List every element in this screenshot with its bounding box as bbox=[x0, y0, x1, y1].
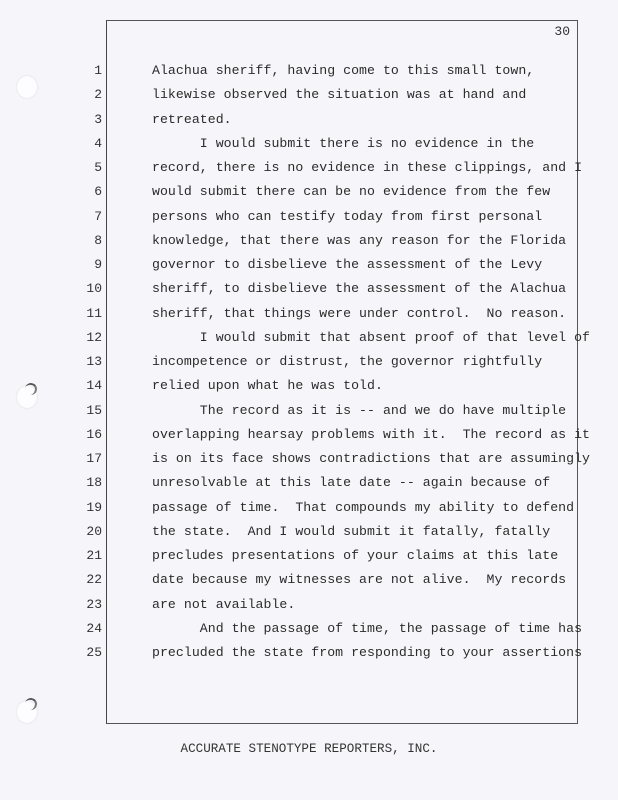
transcript-line: I would submit that absent proof of that level of bbox=[152, 329, 591, 345]
line-number: 2 bbox=[94, 87, 102, 103]
transcript-line: governor to disbelieve the assessment of the Levy bbox=[152, 257, 543, 272]
transcript-line: sheriff, to disbelieve the assessment of the Alachua bbox=[152, 281, 567, 297]
line-number: 25 bbox=[86, 645, 102, 660]
line-number: 19 bbox=[86, 499, 102, 515]
transcript-line: retreated. bbox=[152, 111, 232, 127]
line-number: 24 bbox=[86, 620, 102, 636]
line-number: 11 bbox=[86, 305, 102, 321]
transcript-line: overlapping hearsay problems with it. The record as it bbox=[152, 426, 591, 442]
transcript-line: record, there is no evidence in these clippings, and I bbox=[152, 160, 583, 175]
transcript-line: relied upon what he was told. bbox=[152, 378, 383, 394]
transcript-line: Alachua sheriff, having come to this small town, bbox=[152, 63, 535, 78]
transcript-line: precludes presentations of your claims at this late bbox=[152, 548, 559, 563]
line-number: 10 bbox=[86, 281, 102, 297]
line-number: 3 bbox=[94, 111, 102, 127]
page-number: 30 bbox=[554, 24, 570, 39]
transcript-line: are not available. bbox=[152, 596, 296, 612]
transcript-line: would submit there can be no evidence from the few bbox=[152, 184, 551, 200]
line-number: 15 bbox=[86, 402, 102, 418]
line-number: 21 bbox=[86, 548, 102, 563]
line-number: 9 bbox=[94, 257, 102, 272]
transcript-line: incompetence or distrust, the governor rightfully bbox=[152, 354, 543, 369]
transcript-line: And the passage of time, the passage of time has bbox=[152, 620, 583, 636]
line-number: 8 bbox=[94, 232, 102, 248]
transcript-line: likewise observed the situation was at hand and bbox=[152, 87, 527, 103]
transcript-line: the state. And I would submit it fatally, fatally bbox=[152, 523, 551, 539]
punch-hole-top bbox=[17, 76, 37, 98]
line-number: 14 bbox=[86, 378, 102, 394]
transcript-line: I would submit there is no evidence in the bbox=[152, 135, 535, 151]
transcript-line: The record as it is -- and we do have multiple bbox=[152, 402, 567, 418]
line-number: 6 bbox=[94, 184, 102, 200]
transcript-line: passage of time. That compounds my ability to defend bbox=[152, 499, 575, 515]
line-number: 12 bbox=[86, 329, 102, 345]
line-number: 20 bbox=[86, 523, 102, 539]
line-number: 7 bbox=[94, 208, 102, 224]
transcript-line: date because my witnesses are not alive. My records bbox=[152, 572, 567, 588]
transcript-line: persons who can testify today from first personal bbox=[152, 208, 543, 224]
line-number: 13 bbox=[86, 354, 102, 369]
line-number: 4 bbox=[94, 135, 102, 151]
transcript-line: precluded the state from responding to your assertions bbox=[152, 645, 583, 660]
line-number: 18 bbox=[86, 475, 102, 491]
line-number: 17 bbox=[86, 451, 102, 466]
reporter-footer: ACCURATE STENOTYPE REPORTERS, INC. bbox=[180, 742, 438, 756]
transcript-line: sheriff, that things were under control. No reason. bbox=[152, 305, 567, 321]
line-number: 22 bbox=[86, 572, 102, 588]
line-number: 5 bbox=[94, 160, 102, 175]
transcript-line: unresolvable at this late date -- again because of bbox=[152, 475, 551, 491]
line-number: 1 bbox=[94, 63, 102, 78]
transcript-line: is on its face shows contradictions that are assumingly bbox=[152, 451, 591, 466]
line-number: 16 bbox=[86, 426, 102, 442]
transcript-line: knowledge, that there was any reason for the Florida bbox=[152, 232, 567, 248]
line-number: 23 bbox=[86, 596, 102, 612]
punch-hole-bottom bbox=[17, 701, 37, 723]
punch-hole-middle bbox=[17, 386, 37, 408]
